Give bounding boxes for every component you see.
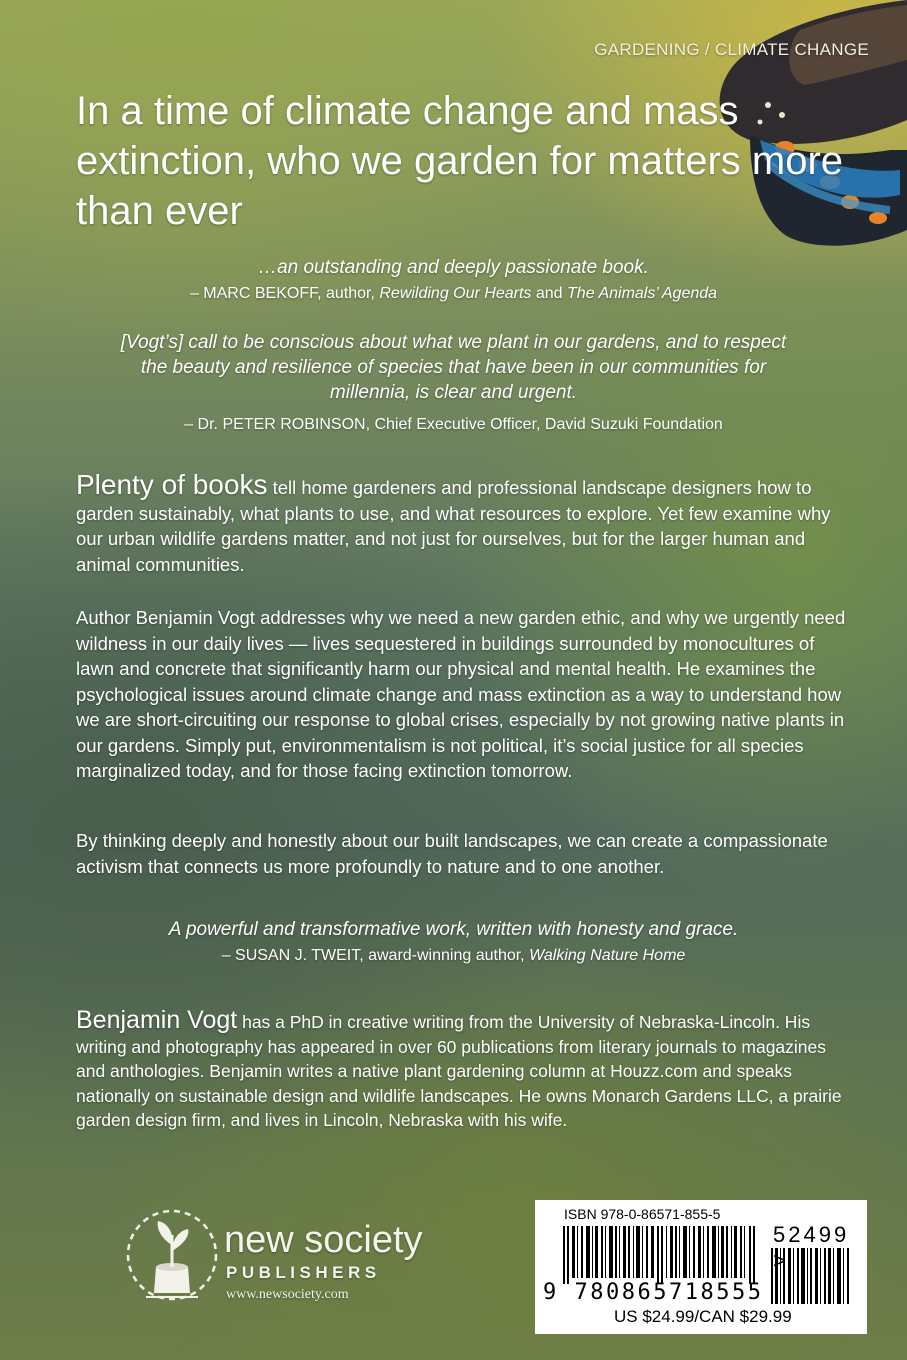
category-label: GARDENING / CLIMATE CHANGE (594, 40, 869, 59)
publisher-url: www.newsociety.com (226, 1287, 349, 1302)
author-bio (76, 1008, 856, 1133)
ean-lead-digit: 9 (543, 1280, 559, 1305)
author-name: Benjamin Vogt (76, 1006, 238, 1034)
review-quote-3: A powerful and transformative work, written with honesty and grace. (168, 919, 739, 940)
publisher-name: new society (224, 1219, 423, 1261)
isbn-label: ISBN 978-0-86571-855-5 (564, 1206, 721, 1222)
barcode-panel (535, 1200, 867, 1334)
publisher-subtitle: PUBLISHERS (226, 1263, 381, 1282)
publisher-logo (126, 1205, 456, 1315)
attribution-name: – MARC BEKOFF (189, 285, 318, 302)
description-text: tell home gardeners and professional landscape designers how to garden sustainably, what plants to use, and what resources to explore. Yet few examine why our urban wildlife gardens matter, and not just for ourselves, but for the larger human and animal communities. (76, 477, 831, 575)
seedling-stump-icon (126, 1205, 218, 1311)
work-title: The Animals’ Agenda (567, 285, 718, 302)
attribution-role: , author, (317, 285, 380, 302)
review-attribution-2: – Dr. PETER ROBINSON, Chief Executive Officer, David Suzuki Foundation (184, 416, 723, 433)
work-title: Rewilding Our Hearts (379, 285, 532, 302)
headline: In a time of climate change and mass extinction, who we garden for matters more than ever (76, 89, 844, 233)
review-attribution-1 (60, 283, 847, 305)
conjunction: and (531, 285, 568, 302)
description-lead: Plenty of books (76, 469, 268, 500)
price-addon-code: 52499 > (773, 1222, 850, 1273)
ean-right-digits: 718555 (668, 1280, 764, 1305)
review-attribution-3 (60, 945, 847, 967)
description-paragraph-3: By thinking deeply and honestly about our built landscapes, we can create a compassionate activism that connects us more profoundly to nature and to one another. (76, 830, 828, 877)
price-label: US $24.99/CAN $29.99 (614, 1307, 792, 1326)
attribution-text: – SUSAN J. TWEIT, award-winning author, (221, 947, 530, 964)
author-bio-text: has a PhD in creative writing from the University of Nebraska-Lincoln. His writing and photography has appeared in over 60 publications from literary journals to magazines and anthologies. Benjamin writes a native plant gardening column at Houzz.com and speaks nationally on sustainable design and wildlife landscapes. He owns Monarch Gardens LLC, a prairie garden design firm, and lives in Lincoln, Nebraska with his wife. (76, 1012, 842, 1130)
work-title: Walking Nature Home (529, 947, 686, 964)
ean-left-digits: 780865 (574, 1280, 669, 1305)
description-paragraph-1 (76, 469, 856, 577)
review-quote-1: …an outstanding and deeply passionate book. (258, 257, 649, 278)
ean-barcode (563, 1226, 763, 1284)
description-paragraph-2: Author Benjamin Vogt addresses why we need a new garden ethic, and why we urgently need wildness in our daily lives — lives sequestered in buildings surrounded by monocultures of lawn and concrete that significantly harm our physical and mental health. He examines the psychological issues around climate change and mass extinction as a way to understand how we are short-circuiting our response to global crises, especially by not growing native plants in our gardens. Simply put, environmentalism is not political, it’s social justice for all species marginalized today, and for those facing extinction tomorrow. (76, 607, 846, 781)
ean-digits (543, 1280, 763, 1305)
review-quote-2: [Vogt’s] call to be conscious about what we plant in our gardens, and to respect the beauty and resilience of species that have been in our communities for millennia, is clear and urgent. (120, 332, 787, 403)
